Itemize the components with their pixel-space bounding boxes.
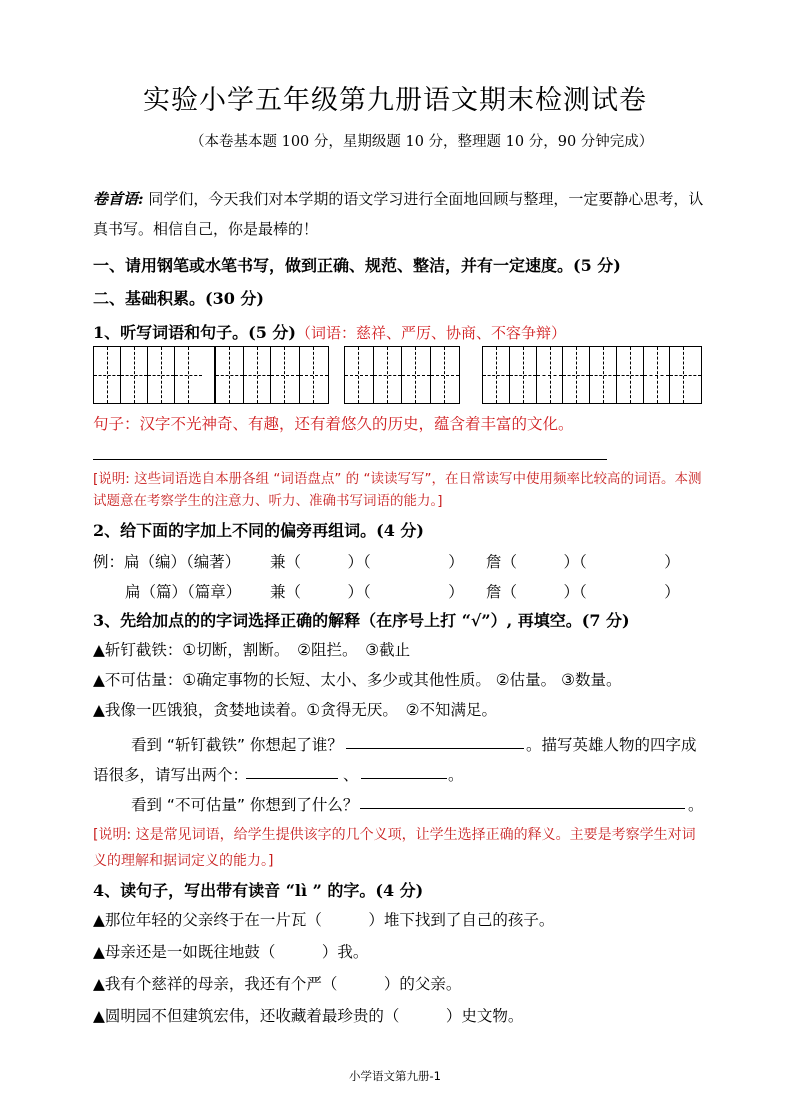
q1-heading: [93, 320, 566, 343]
q1-words: （词语：慈祥、严厉、协商、不容争辩）: [295, 324, 566, 342]
sentence-answer-line[interactable]: [93, 459, 607, 460]
q2-row2-blank2[interactable]: 詹（ ）（ ）: [486, 583, 680, 601]
writing-grid-word-1[interactable]: [93, 346, 215, 404]
q2-row1-blank1[interactable]: 兼（ ）（ ）: [270, 553, 464, 571]
q3-fill1-separator: 、: [343, 766, 359, 784]
q3-item-1[interactable]: ▲斩钉截铁：①切断，割断。 ②阻拦。 ③截止: [93, 641, 411, 659]
q3-item-2[interactable]: ▲不可估量：①确定事物的长短、太小、多少或其他性质。 ②估量。 ③数量。: [93, 671, 622, 689]
q3-fill2-end: 。: [688, 796, 704, 814]
page-footer: 小学语文第九册-1: [349, 1069, 441, 1083]
q2-row2-blank1[interactable]: 兼（ ）（ ）: [270, 583, 464, 601]
q3-idiom-answer-1[interactable]: [246, 778, 338, 779]
q4-item-4[interactable]: ▲圆明园不但建筑宏伟，还收藏着最珍贵的（ ）史文物。: [93, 1007, 524, 1025]
q4-item-3[interactable]: ▲我有个慈祥的母亲，我还有个严（ ）的父亲。: [93, 975, 462, 993]
q3-fill1-continuation: 。描写英雄人物的四字成: [526, 736, 697, 754]
intro-paragraph: [93, 184, 713, 244]
intro-text: 同学们，今天我们对本学期的语文学习进行全面地回顾与整理，一定要静心思考，认真书写。相信自己，你是最棒的！: [93, 190, 704, 238]
q2-title: 2、给下面的字加上不同的偏旁再组词。(4 分): [93, 521, 424, 540]
q1-sentence: 句子：汉字不光神奇、有趣，还有着悠久的历史，蕴含着丰富的文化。: [93, 415, 574, 433]
section-2-heading: 二、基础积累。(30 分): [93, 289, 264, 308]
section-1-heading: 一、请用钢笔或水笔书写，做到正确、规范、整洁，并有一定速度。(5 分): [93, 256, 621, 275]
page-title: 实验小学五年级第九册语文期末检测试卷: [143, 85, 647, 116]
q2-row2-example: 扁（篇）（篇章）: [125, 583, 242, 601]
q1-note: [说明: 这些词语选自本册各组 “词语盘点” 的 “读读写写”，在日常读写中使用频率比较高的词语。本测试题意在考察学生的注意力、听力、准确书写词语的能力。]: [93, 471, 702, 509]
q3-fill2-prompt: 看到 “不可估量” 你想到了什么？: [131, 796, 359, 814]
q3-title: 3、先给加点的的字词选择正确的解释（在序号上打 “√”）, 再填空。(7 分): [93, 611, 630, 630]
q3-fill2-answer-line[interactable]: [360, 808, 685, 809]
writing-grid-word-4[interactable]: [482, 346, 702, 404]
writing-grid-word-3[interactable]: [344, 346, 460, 404]
writing-grid-word-2[interactable]: [215, 346, 329, 404]
q2-row1-blank2[interactable]: 詹（ ）（ ）: [486, 553, 680, 571]
q4-item-1[interactable]: ▲那位年轻的父亲终于在一片瓦（ ）堆下找到了自己的孩子。: [93, 911, 555, 929]
q4-item-2[interactable]: ▲母亲还是一如既往地鼓（ ）我。: [93, 943, 369, 961]
subtitle: （本卷基本题 100 分，星期级题 10 分，整理题 10 分，90 分钟完成）: [190, 134, 654, 150]
intro-label: 卷首语:: [93, 190, 144, 208]
q3-fill1-line2: 语很多，请写出两个：: [93, 766, 249, 784]
q2-row1-example: 例：扁（编）（编著）: [93, 553, 241, 571]
q3-fill1-answer-line[interactable]: [346, 748, 524, 749]
q1-title: 1、听写词语和句子。(5 分): [93, 323, 296, 342]
q3-item-3[interactable]: ▲我像一匹饿狼，贪婪地读着。①贪得无厌。 ②不知满足。: [93, 701, 497, 719]
q4-title: 4、读句子，写出带有读音 “lì ” 的字。(4 分): [93, 881, 424, 900]
q3-idiom-answer-2[interactable]: [361, 778, 447, 779]
q3-fill1-prompt: 看到 “斩钉截铁” 你想起了谁？: [131, 736, 343, 754]
q3-fill1-end: 。: [448, 766, 464, 784]
q3-note: [说明: 这是常见词语，给学生提供该字的几个义项，让学生选择正确的释义。主要是考察学生对词义的理解和据词定义的能力。]: [93, 827, 696, 869]
